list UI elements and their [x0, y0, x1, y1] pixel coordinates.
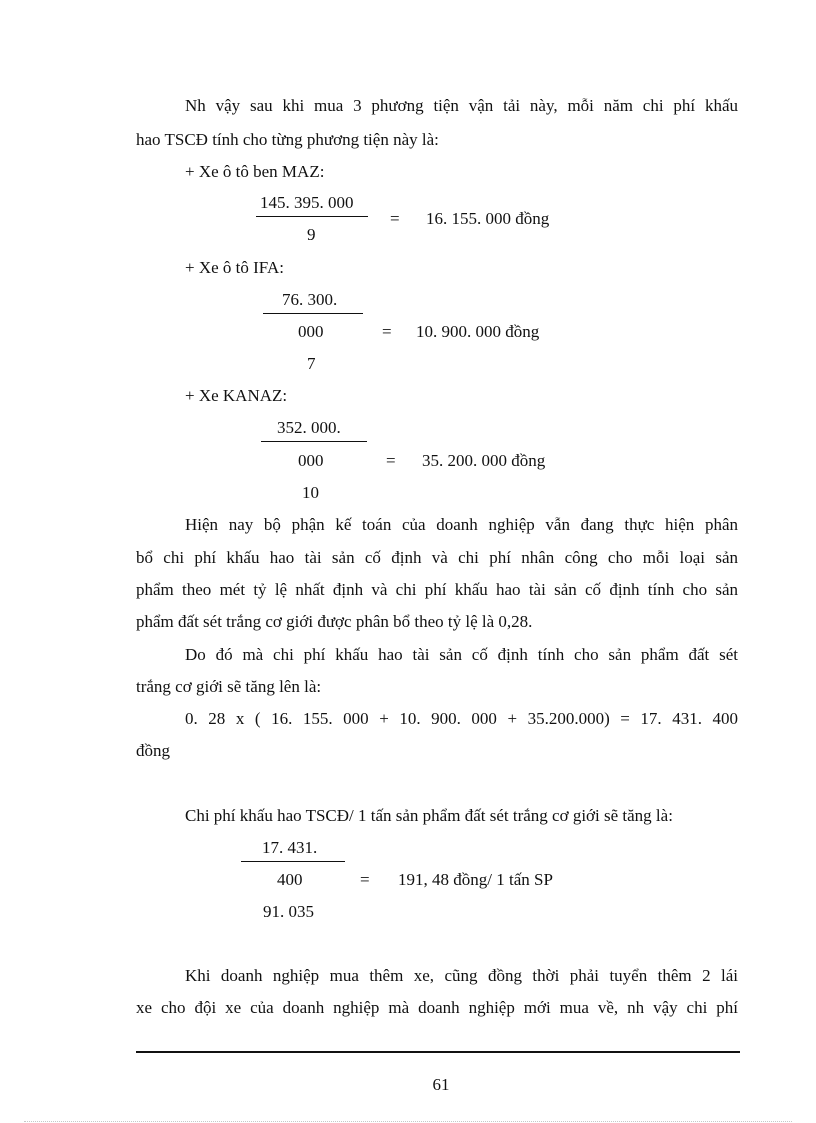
fraction-bar	[261, 441, 367, 442]
fraction-denominator: 10	[302, 483, 319, 502]
paragraph-line: Khi doanh nghiệp mua thêm xe, cũng đồng thời phải tuyển thêm 2 lái	[185, 966, 738, 985]
vehicle-label-ifa: + Xe ô tô IFA:	[185, 258, 284, 277]
paragraph-line: Nh vậy sau khi mua 3 phương tiện vận tải này, mỗi năm chi phí khấu	[185, 96, 738, 115]
paragraph-line: Hiện nay bộ phận kế toán của doanh nghiệp vẫn đang thực hiện phân	[185, 515, 738, 534]
paragraph-line: Chi phí khấu hao TSCĐ/ 1 tấn sản phẩm đất sét trắng cơ giới sẽ tăng là:	[185, 806, 673, 825]
paragraph-line: bổ chi phí khấu hao tài sản cố định và chi phí nhân công cho mỗi loại sản	[136, 548, 738, 567]
fraction-numerator-cont: 000	[298, 451, 324, 470]
paragraph-line: phẩm theo mét tỷ lệ nhất định và chi phí khấu hao tài sản cố định tính cho sản	[136, 580, 738, 599]
fraction-numerator: 145. 395. 000	[260, 193, 354, 212]
fraction-result: 10. 900. 000 đồng	[416, 322, 540, 341]
paragraph-line: phẩm đất sét trắng cơ giới được phân bổ theo tỷ lệ là 0,28.	[136, 612, 533, 631]
fraction-denominator: 9	[307, 225, 316, 244]
page-edge-divider	[24, 1121, 792, 1122]
fraction-denominator: 91. 035	[263, 902, 314, 921]
fraction-numerator-cont: 400	[277, 870, 303, 889]
formula-line: đồng	[136, 741, 170, 760]
paragraph-line: trắng cơ giới sẽ tăng lên là:	[136, 677, 322, 696]
equals-sign: =	[382, 322, 392, 341]
fraction-result: 191, 48 đồng/ 1 tấn SP	[398, 870, 553, 889]
page-number: 61	[432, 1075, 450, 1094]
equals-sign: =	[360, 870, 370, 889]
paragraph-line: hao TSCĐ tính cho từng phương tiện này là:	[136, 130, 439, 149]
fraction-numerator-cont: 000	[298, 322, 324, 341]
fraction-result: 16. 155. 000 đồng	[426, 209, 550, 228]
fraction-result: 35. 200. 000 đồng	[422, 451, 546, 470]
formula-line: 0. 28 x ( 16. 155. 000 + 10. 900. 000 + 35.200.000) = 17. 431. 400	[185, 709, 738, 728]
vehicle-label-maz: + Xe ô tô ben MAZ:	[185, 162, 325, 181]
equals-sign: =	[386, 451, 396, 470]
fraction-numerator: 76. 300.	[282, 290, 338, 309]
vehicle-label-kanaz: + Xe KANAZ:	[185, 386, 288, 405]
fraction-bar	[241, 861, 345, 862]
fraction-numerator: 17. 431.	[262, 838, 318, 857]
fraction-bar	[263, 313, 363, 314]
paragraph-line: xe cho đội xe của doanh nghiệp mà doanh nghiệp mới mua về, nh vậy chi phí	[136, 998, 738, 1017]
equals-sign: =	[390, 209, 400, 228]
footer-rule	[136, 1051, 740, 1053]
fraction-numerator: 352. 000.	[277, 418, 341, 437]
paragraph-line: Do đó mà chi phí khấu hao tài sản cố định tính cho sản phẩm đất sét	[185, 645, 738, 664]
fraction-denominator: 7	[307, 354, 316, 373]
fraction-bar	[256, 216, 368, 217]
